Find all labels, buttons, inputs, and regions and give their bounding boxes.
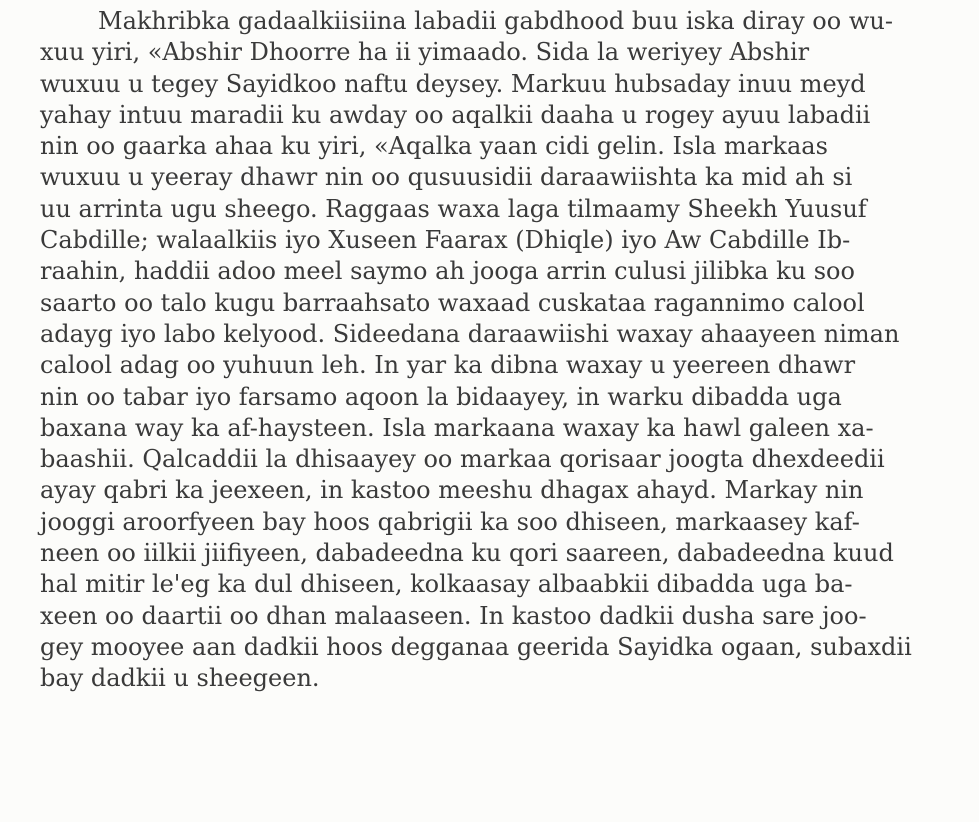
text-line: xeen oo daartii oo dhan malaaseen. In kastoo dadkii dusha sare joo-	[40, 601, 867, 630]
text-line: saarto oo talo kugu barraahsato waxaad cuskataa ragannimo calool	[40, 288, 865, 317]
text-line: nin oo tabar iyo farsamo aqoon la bidaayey, in warku dibadda uga	[40, 382, 842, 411]
text-line: Makhribka gadaalkiisiina labadii gabdhood buu iska diray oo wu-	[98, 7, 893, 35]
text-line: jooggi aroorfyeen bay hoos qabrigii ka soo dhiseen, markaasey kaf-	[40, 507, 860, 536]
text-line: baashii. Qalcaddii la dhisaayey oo markaa qorisaar joogta dhexdeedii	[40, 445, 885, 474]
text-line: baxana way ka af-haysteen. Isla markaana waxay ka hawl galeen xa-	[40, 413, 874, 442]
text-line: uu arrinta ugu sheego. Raggaas waxa laga tilmaamy Sheekh Yuusuf	[40, 194, 867, 223]
text-line: calool adag oo yuhuun leh. In yar ka dibna waxay u yeereen dhawr	[40, 351, 856, 380]
text-line: neen oo iilkii jiifiyeen, dabadeedna ku qori saareen, dabadeedna kuud	[40, 539, 894, 568]
paragraph	[40, 6, 945, 695]
text-line: Cabdille; walaalkiis iyo Xuseen Faarax (Dhiqle) iyo Aw Cabdille Ib-	[40, 226, 851, 255]
text-line: adayg iyo labo kelyood. Sideedana daraawiishi waxay ahaayeen niman	[40, 319, 900, 348]
text-line: raahin, haddii adoo meel saymo ah jooga arrin culusi jilibka ku soo	[40, 257, 855, 286]
text-line: ayay qabri ka jeexeen, in kastoo meeshu dhagax ahayd. Markay nin	[40, 476, 864, 505]
text-line: wuxuu u tegey Sayidkoo naftu deysey. Markuu hubsaday inuu meyd	[40, 69, 866, 98]
text-line: xuu yiri, «Abshir Dhoorre ha ii yimaado. Sida la weriyey Abshir	[40, 38, 810, 67]
text-line: bay dadkii u sheegeen.	[40, 664, 320, 693]
text-line: hal mitir le'eg ka dul dhiseen, kolkaasay albaabkii dibadda uga ba-	[40, 570, 853, 599]
text-line: yahay intuu maradii ku awday oo aqalkii daaha u rogey ayuu labadii	[40, 100, 871, 129]
text-line: wuxuu u yeeray dhawr nin oo qusuusidii daraawiishta ka mid ah si	[40, 163, 853, 192]
text-line: nin oo gaarka ahaa ku yiri, «Aqalka yaan cidi gelin. Isla markaas	[40, 132, 828, 161]
text-line: gey mooyee aan dadkii hoos degganaa geerida Sayidka ogaan, subaxdii	[40, 632, 912, 661]
